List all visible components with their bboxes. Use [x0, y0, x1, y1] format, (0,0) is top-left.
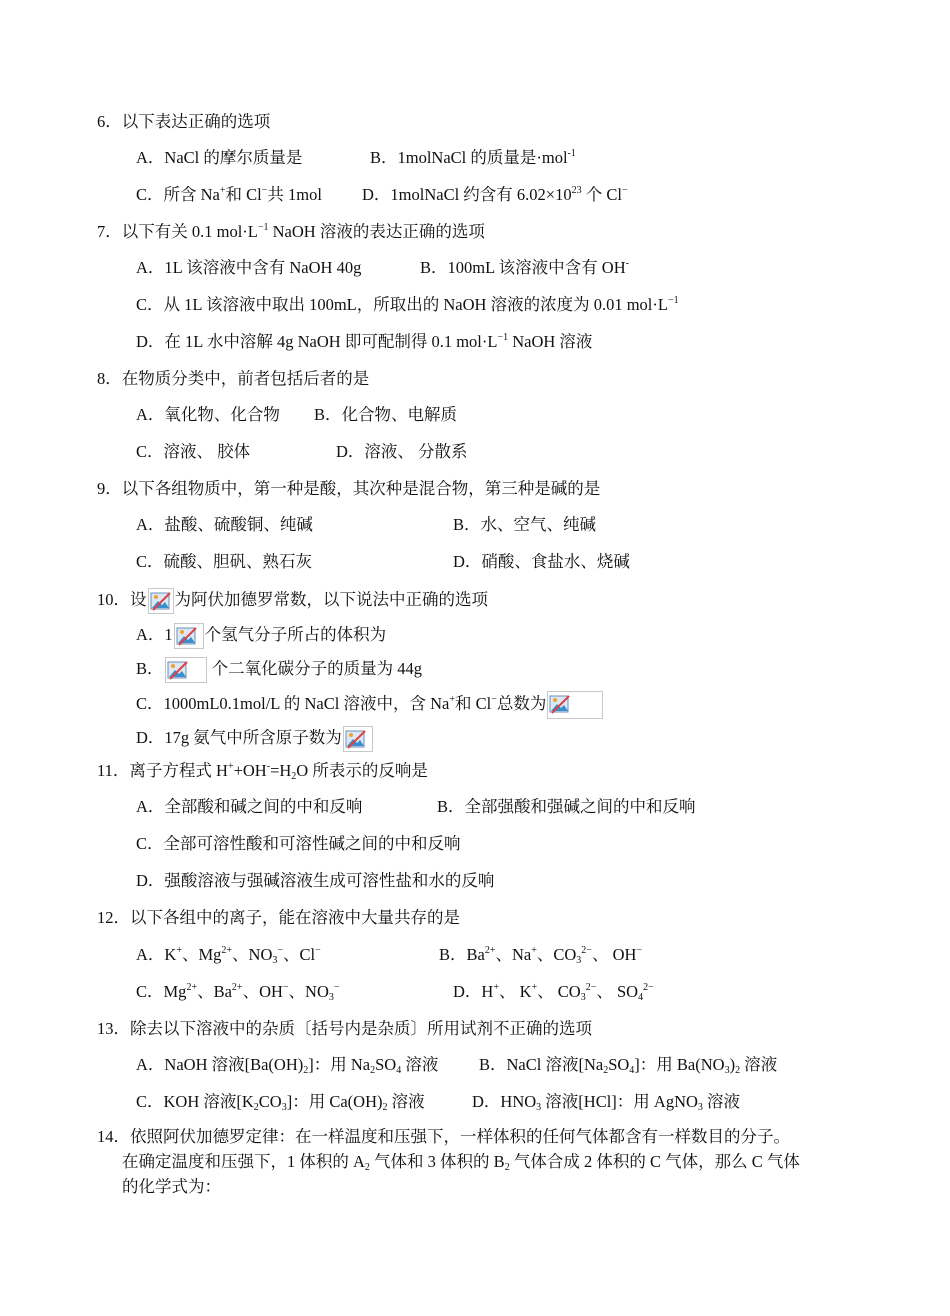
q10-option-d: D．17g 氨气中所含原子数为	[136, 724, 374, 752]
q9-option-b: B．水、空气、纯碱	[453, 515, 597, 534]
q12-option-d: D．H+、 K+、 $CO_3^{2-}$、 $SO_4^{2-}$	[453, 982, 654, 1003]
q8-option-d: D．溶液、 分散系	[336, 442, 468, 461]
q7-option-d: D．在 1L 水中溶解 4g NaOH 即可配制得 0.1 $mol\cdot L^{-1}$ NaOH 溶液	[136, 332, 593, 351]
q8-option-a: A．氧化物、化合物	[136, 405, 280, 424]
broken-image-icon	[148, 588, 174, 614]
q7-option-a: A．1L 该溶液中含有 NaOH 40g	[136, 258, 362, 277]
q8-option-b: B．化合物、电解质	[314, 405, 458, 424]
q7-option-c: C．从 1L 该溶液中取出 100mL，所取出的 NaOH 溶液的浓度为 0.01 $mol\cdot L^{-1}$	[136, 295, 679, 314]
q6-option-a: A．NaCl 的摩尔质量是	[136, 148, 303, 167]
broken-image-icon	[165, 657, 207, 683]
q9-option-a: A．盐酸、硫酸铜、纯碱	[136, 515, 313, 534]
q11-stem: 11．离子方程式 $H^++OH^-=H_2O$ 所表示的反响是	[97, 761, 428, 782]
q6-stem: 6．以下表达正确的选项	[97, 112, 271, 131]
q6-option-b: B．1molNaCl 的质量是·mol$^{-1}$	[370, 148, 576, 167]
q10-option-b: B． 个二氧化碳分子的质量为 44g	[136, 655, 422, 683]
q14-stem-line2: 在确定温度和压强下，1 体积的 $A_2$ 气体和 3 体积的 $B_2$ 气体合成 2 体积的 C 气体，那么 C 气体	[122, 1152, 800, 1173]
broken-image-icon	[174, 623, 204, 649]
q6-option-d: D．1molNaCl 约含有 $6.02\times 10^{23}$ 个 Cl−	[362, 185, 628, 204]
q13-option-a: A．NaOH 溶液$[Ba(OH)_2]$：用 $Na_2SO_4$ 溶液	[136, 1055, 439, 1076]
q12-stem: 12．以下各组中的离子，能在溶液中大量共存的是	[97, 908, 460, 927]
q12-option-c: C．$Mg^{2+}$、$Ba^{2+}$、OH−、$NO_3^-$	[136, 982, 340, 1003]
q9-option-c: C．硫酸、胆矾、熟石灰	[136, 552, 313, 571]
q14-stem-line1: 14．依照阿伏加德罗定律：在一样温度和压强下，一样体积的任何气体都含有一样数目的分子。	[97, 1127, 790, 1146]
q13-option-b: B．NaCl 溶液$[Na_2SO_4]$：用 $Ba(NO_3)_2$ 溶液	[479, 1055, 778, 1076]
broken-image-icon	[343, 726, 373, 752]
q12-option-b: B．$Ba^{2+}$、Na+、$CO_3^{2-}$、 OH−	[439, 945, 643, 966]
q14-stem-line3: 的化学式为：	[122, 1177, 221, 1196]
q7-option-b: B．100mL 该溶液中含有 OH-	[420, 258, 629, 277]
q11-option-a: A．全部酸和碱之间的中和反响	[136, 797, 363, 816]
q13-option-d: D．$HNO_3$ 溶液[HCl]：用 AgNO$_3$ 溶液	[472, 1092, 741, 1113]
q10-option-a: A．1 个氢气分子所占的体积为	[136, 621, 386, 649]
q7-stem: 7．以下有关 0.1 $mol\cdot L^{-1}$ NaOH 溶液的表达正确的选项	[97, 222, 485, 241]
q10-option-c: C．1000mL0.1mol/L 的 NaCl 溶液中，含 Na+和 Cl−总数为	[136, 690, 604, 719]
q9-stem: 9．以下各组物质中，第一种是酸，其次种是混合物，第三种是碱的是	[97, 479, 601, 498]
q9-option-d: D．硝酸、食盐水、烧碱	[453, 552, 630, 571]
q6-option-c: C．所含 Na+和 Cl−共 1mol	[136, 185, 322, 204]
q13-option-c: C．KOH 溶液$[K_2CO_3]$：用 $Ca(OH)_2$ 溶液	[136, 1092, 425, 1113]
q8-stem: 8．在物质分类中，前者包括后者的是	[97, 369, 370, 388]
q11-option-c: C．全部可溶性酸和可溶性碱之间的中和反响	[136, 834, 461, 853]
q10-stem: 10．设 为阿伏加德罗常数，以下说法中正确的选项	[97, 586, 488, 614]
q11-option-b: B．全部强酸和强碱之间的中和反响	[437, 797, 696, 816]
q12-option-a: A．K+、$Mg^{2+}$、$NO_3^-$、Cl−	[136, 945, 321, 966]
q8-option-c: C．溶液、 胶体	[136, 442, 251, 461]
q13-stem: 13．除去以下溶液中的杂质〔括号内是杂质〕所用试剂不正确的选项	[97, 1019, 592, 1038]
broken-image-icon	[547, 691, 603, 719]
q11-option-d: D．强酸溶液与强碱溶液生成可溶性盐和水的反响	[136, 871, 495, 890]
